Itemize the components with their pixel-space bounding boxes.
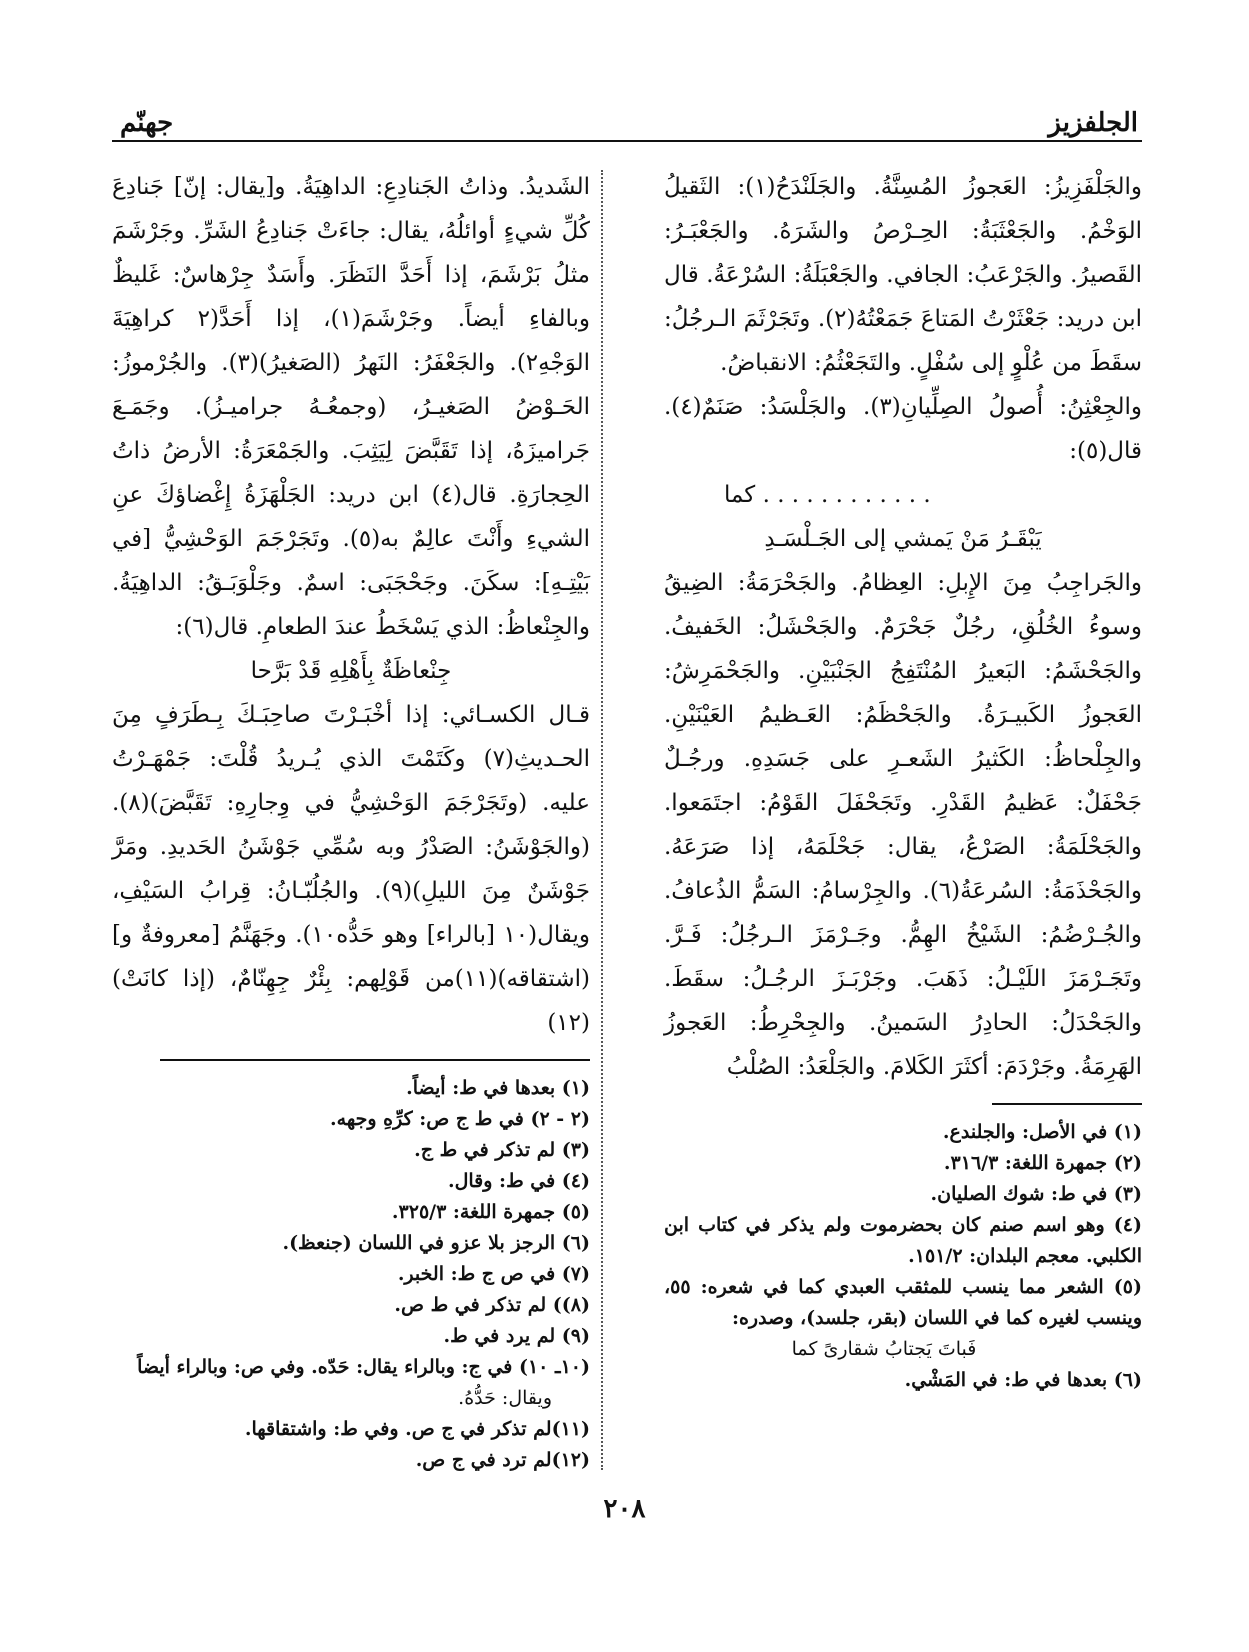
footnote: (٣) في ط: شوك الصليان. [930,1183,1142,1205]
left-footnotes [112,1073,590,1476]
footnote-rule [160,1059,590,1061]
paragraph: الشَديدُ. وذاتُ الجَنادِعِ: الداهِيَةُ. و[يقال: إنّ] جَنادِعَ كُلِّ شيءٍ أوائلُهُ، يقال: جاءَتْ جَنادِعُ الشَرِّ. وجَرْشَمَ مثلُ بَرْشَمَ، إذا أَحَدَّ النَظَرَ. وأَسَدٌ جِرْهاسٌ: غَليظٌ وبالفاءِ أيضاً. وجَرْشَمَ(١)، إذا أَحَدَّ(٢ كراهِيَةَ الوَجْهِ٢). والجَعْفَرُ: النَهرُ (الصَغيرُ)(٣). والجُرْموزُ: الحَـوْضُ الصَغيـرُ، (وجمعُـهُ جراميـزُ). وجَمَـعَ جَراميزَهُ، إذا تَقَبَّضَ لِيَثِبَ. والجَمْعَرَةُ: الأرضُ ذاتُ الحِجارَةِ. قال(٤) ابن دريد: الجَلْهَزَةُ إِغْضاؤكَ عنِ الشيءِ وأَنْتَ عالِمٌ به(٥). وتَجَرْجَمَ الوَحْشِيُّ [في بَيْتِـهِ]: سكَنَ. وجَحْجَبَى: اسمٌ. وجَلْوَبَـقُ: الداهِيَةُ. والجِنْعاظُ: الذي يَسْخَطُ عندَ الطعامِ. قال(٦): [112,174,591,640]
right-column [664,165,1142,1396]
footnote-rule [992,1103,1142,1105]
header-right-title: الجلفزيز [1048,108,1138,138]
footnote: (١١)لم تذكر في ج ص. وفي ط: واشتقاقها. [244,1418,590,1440]
right-column-body [664,165,1142,473]
paragraph: قـال الكسـائي: إذا أخْبَـرْتَ صاحِبَـكَ بِـطَرَفٍ مِنَ الحـديثِ(٧) وكَتَمْتَ الذي يُـريدُ قُلْتَ: جَمْهَـرْتُ عليه. (وتَجَرْجَمَ الوَحْشِيُّ في وِجارِهِ: تَقَبَّضَ)(٨). (والجَوْشَنُ: الصَدْرُ وبه سُمِّي جَوْشَنُ الحَديدِ. ومَرَّ جَوْشَنٌ مِنَ الليلِ)(٩). والجُلُبّـانُ: قِرابُ السَيْفِ، ويقال(١٠ [بالراء] وهو حَدُّه١٠). وجَهَنَّمُ [معروفةٌ و] (اشتقاقه)(١١)من قَوْلِهم: بِئْرٌ جِهِنّامٌ، (إذا كانَتْ)(١٢) [112,702,591,1036]
right-footnotes [664,1117,1142,1396]
footnote: (١٢)لم ترد في ج ص. [415,1449,590,1471]
footnote: (٤) وهو اسم صنم كان بحضرموت ولم يذكر في كتاب ابن الكلبي. معجم البلدان: ١٥١/٢. [664,1214,1142,1267]
footnote-verse: فَباتَ يَجتابُ شقارىً كما [791,1338,977,1360]
paragraph: والجِعْثِنُ: أُصولُ الصِلِّيانِ(٣). والجَلْسَدُ: صَنَمٌ(٤). قال(٥): [664,394,1142,464]
footnote-continuation: ويقال: حَدُّهُ. [458,1387,552,1409]
footnote: (٧) في ص ج ط: الخبر. [397,1263,590,1285]
footnote: (٦) بعدها في ط: في المَشْي. [904,1369,1142,1391]
paragraph: والجَلْفَزِيزُ: العَجوزُ المُسِنَّةُ. والجَلَنْدَحُ(١): الثَقيلُ الوَخْمُ. والجَعْثَبَةُ: الحِـرْصُ والشَرَهُ. والجَعْبَـرُ: القَصيرُ. والجَرْعَبُ: الجافي. والجَعْبَلَةُ: السُرْعَةُ. قال ابن دريد: جَعْثَرْتُ المَتاعَ جَمَعْتُهُ(٢). وتَجَرْثَمَ الـرجُلُ: سقَطَ من عُلْوٍ إلى سُفْلٍ. والتَجَعْثُمُ: الانقباضُ. [664,174,1143,376]
left-column [112,165,590,1476]
right-column-body-continued [664,561,1142,1089]
verse-line: يَبْقَـرُ مَنْ يَمشي إلى الجَـلْسَـدِ [764,526,1042,552]
verse-ellipsis-line: . . . . . . . . . . . . كما [724,482,931,508]
footnote: (٢) جمهرة اللغة: ٣١٦/٣. [943,1152,1142,1174]
header-left-title: جهنّم [120,108,174,138]
paragraph: والجَراجِبُ مِنَ الإِبلِ: العِظامُ. والجَحْرَمَةُ: الضِيقُ وسوءُ الخُلُقِ، رجُلٌ جَحْرَمٌ. والجَحْشَلُ: الخَفيفُ. والجَحْشَمُ: البَعيرُ المُنْتَفِجُ الجَنْبَيْنِ. والجَحْمَرِشُ: العَجوزُ الكَبيـرَةُ. والجَحْظَمُ: العَـظيمُ العَيْنَيْنِ. والجِلْحاظُ: الكَثيرُ الشَعـرِ على جَسَدِهِ. ورجُـلٌ جَحْفَلٌ: عَظيمُ القَدْرِ. وتَجَحْفَلَ القَوْمُ: اجتَمَعوا. والجَحْلَمَةُ: الصَرْعُ، يقال: جَحْلَمَهُ، إذا صَرَعَهُ. والجَحْذَمَةُ: السُرعَةُ(٦). والجِرْسامُ: السَمُّ الذُعافُ. والجُـرْضُمُ: الشَيْخُ الهِمُّ. وجَـرْمَزَ الـرجُلُ: فَـرَّ. وتَجَـرْمَزَ اللَيْـلُ: ذَهَبَ. وجَرْبَـزَ الرجُـلُ: سقَطَ. والجَحْدَلُ: الحادِرُ السَمينُ. والجِحْرِطُ: العَجوزُ الهَرِمَةُ. وجَرْدَمَ: أكثَرَ الكَلامَ. والجَلْعَدُ: الصُلْبُ [664,570,1142,1080]
left-column-body-continued [112,693,590,1045]
header-rule [112,140,1142,142]
page-number: ٢٠٨ [603,1494,646,1524]
column-divider [601,170,603,1470]
footnote: (٥) الشعر مما ينسب للمثقب العبدي كما في شعره: ٥٥، وينسب لغيره كما في اللسان (بقر، جلسد)، وصدره: [664,1276,1142,1329]
footnote: (٩) لم يرد في ط. [443,1325,590,1347]
footnote: (٨)) لم تذكر في ط ص. [394,1294,590,1316]
footnote: (٢ - ٢) في ط ج ص: كرِّهِ وجهه. [330,1108,590,1130]
verse-line: جِنْعاظَةٌ بِأَهْلِهِ قَدْ بَرَّحا [250,658,452,684]
footnote: (٣) لم تذكر في ط ج. [414,1139,590,1161]
footnote: (٥) جمهرة اللغة: ٣٢٥/٣. [391,1201,590,1223]
left-column-body [112,165,590,649]
footnote: (١) في الأصل: والجلندع. [942,1121,1142,1143]
footnote: (٦) الرجز بلا عزو في اللسان (جنعظ). [282,1232,590,1254]
footnote: (١) بعدها في ط: أيضاً. [406,1077,590,1099]
footnote: (١٠ـ ١٠) في ج: وبالراء يقال: حَدّه. وفي ص: وبالراء أيضاً [137,1356,590,1378]
footnote: (٤) في ط: وقال. [447,1170,590,1192]
running-header [120,108,1138,138]
